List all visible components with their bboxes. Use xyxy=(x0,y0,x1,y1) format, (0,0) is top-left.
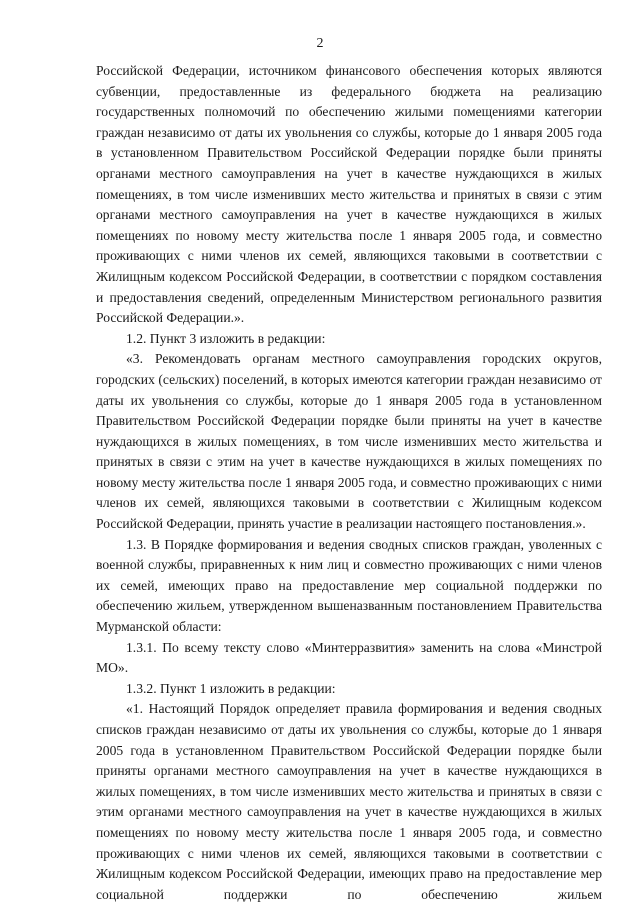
paragraph-item-1-2: 1.2. Пункт 3 изложить в редакции: xyxy=(126,330,326,346)
paragraph-item-1-3-1: 1.3.1. По всему тексту слово «Минтерразвития» заменить на слова «Минстрой МО». xyxy=(96,639,602,676)
paragraph-point-3-text: «3. Рекомендовать органам местного самоуправления городских округов, городских (сельских) поселений, в которых имеются категории граждан независимо от даты их увольнения со службы, которые до 1 января 2005 года в установленном Правительством Российской Федерации порядке были приняты на учет в качестве нуждающихся в жилых помещениях, в том числе изменивших место жительства и принятых в связи с этим на учет в качестве нуждающихся в жилых помещениях по новому месту жительства после 1 января 2005 года, и совместно проживающих с ними членов их семей, являющихся таковыми в соответствии с Жилищным кодексом Российской Федерации, принять участие в реализации настоящего постановления.». xyxy=(96,351,602,532)
paragraph-item-1-3-2: 1.3.2. Пункт 1 изложить в редакции: xyxy=(126,680,336,696)
paragraph-item-1-3: 1.3. В Порядке формирования и ведения сводных списков граждан, уволенных с военной службы, приравненных к ним лиц и совместно проживающих с ними членов их семей, имеющих право на предоставление мер социальной поддержки по обеспечению жильем, утвержденном вышеназванным постановлением Правительства Мурманской области: xyxy=(96,536,602,635)
page-number: 2 xyxy=(316,36,324,51)
document-body xyxy=(96,61,602,905)
paragraph-continuation: Российской Федерации, источником финансового обеспечения которых являются субвенции, предоставленные из федерального бюджета на реализацию государственных полномочий по обеспечению жилыми помещениями категории граждан независимо от даты их увольнения со службы, которые до 1 января 2005 года в установленном Правительством Российской Федерации порядке были приняты органами местного самоуправления на учет в качестве нуждающихся в жилых помещениях, в том числе изменивших место жительства и принятых в связи с этим органами местного самоуправления на учет в качестве нуждающихся в жилых помещениях по новому месту жительства после 1 января 2005 года, и совместно проживающих с ними членов их семей, являющихся таковыми в соответствии с Жилищным кодексом Российской Федерации, в соответствии с порядком составления и предоставления сведений, определенным Министерством регионального развития Российской Федерации.». xyxy=(96,63,602,326)
paragraph-point-1-text: «1. Настоящий Порядок определяет правила формирования и ведения сводных списков граждан независимо от даты их увольнения со службы, которые до 1 января 2005 года в установленном Правительством Российской Федерации порядке были приняты органами местного самоуправления на учет в качестве нуждающихся в жилых помещениях, в том числе изменивших место жительства и принятых в связи с этим органами местного самоуправления на учет в качестве нуждающихся в жилых помещениях по новому месту жительства после 1 января 2005 года, и совместно проживающих с ними членов их семей, являющихся таковыми в соответствии с Жилищным кодексом Российской Федерации, имеющих право на предоставление мер социальной поддержки по обеспечению жильем xyxy=(96,701,602,902)
